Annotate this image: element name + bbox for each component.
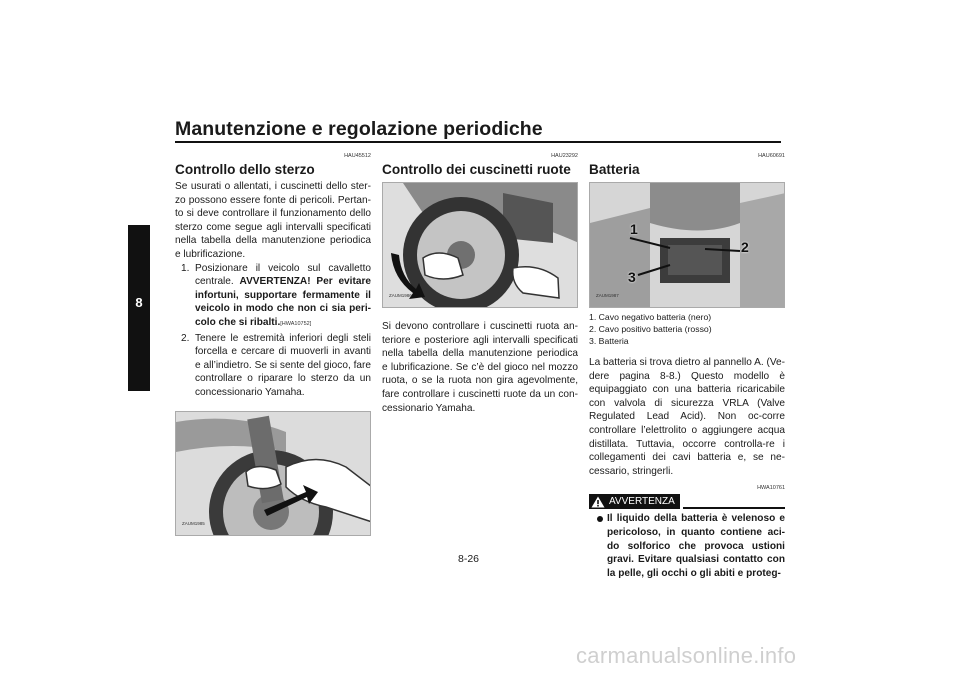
- page-number: 8-26: [458, 553, 480, 565]
- bearings-text: Si devono controllare i cuscinetti ruota an-teriore e posteriore agli intervalli specificati nella tabella della manutenzione periodica e lubrificazione. Se c’è del gioco nel mozzo ruota, o se la ruota non gira agevolmente, fare controllare i cuscinetti ruote da un con-cessionario Yamaha.: [382, 321, 578, 414]
- figure-captions: [589, 311, 785, 347]
- section-code: HAU23292: [551, 153, 578, 159]
- warning-label: AVVERTENZA: [609, 496, 675, 508]
- warning-rule: [683, 507, 785, 509]
- figure-code: ZAUM1987: [596, 293, 619, 299]
- callout-2: 2: [741, 239, 749, 255]
- section-code: HAU60691: [758, 153, 785, 159]
- step-text: Tenere le estremità inferiori degli steli forcella e cercare di muoverli in avanti e all’indietro. Se si sente del gioco, fare controllare o riparare lo sterzo da un concessionario Yamaha.: [195, 332, 371, 398]
- battery-compartment-illustration: [590, 183, 785, 308]
- figure-code: ZAUM1986: [389, 293, 412, 299]
- column-bearings: [382, 152, 578, 415]
- section-code: HAU45512: [344, 153, 371, 159]
- page-title: Manutenzione e regolazione periodiche: [175, 118, 543, 140]
- figure-code: ZAUM1985: [182, 520, 205, 526]
- wheel-illustration: [383, 183, 578, 308]
- battery-text: La batteria si trova dietro al pannello A. (Ve-dere pagina 8-8.) Questo modello è equipaggiato con una batteria ricaricabile con valvola di sicurezza VRLA (Valve Regulated Lead Acid). Non oc-corre controllare l’elettrolito o aggiungere acqua distillata. Tuttavia, occorre controlla-re i collegamenti dei cavi batteria e, se ne-cessario, stringerli.: [589, 357, 785, 477]
- header-rule: [175, 141, 781, 143]
- step-warning: AVVERTENZA! Per evitare infortuni, supportare fermamente il veicolo in modo che non ci sia peri-colo che si ribalti.: [195, 276, 371, 328]
- warning-banner: [589, 494, 785, 509]
- caption-3: 3. Batteria: [589, 336, 629, 346]
- callout-3: 3: [628, 269, 636, 285]
- column-steering: [175, 152, 371, 536]
- step-text: Posizionare il veicolo sul cavalletto centrale.: [195, 262, 371, 288]
- step-number: 2.: [181, 332, 190, 344]
- warning-triangle-icon: [591, 496, 605, 508]
- step-2: [175, 332, 371, 400]
- caption-1: 1. Cavo negativo batteria (nero): [589, 312, 712, 322]
- watermark: carmanualsonline.info: [576, 643, 797, 668]
- warning-code: HWA10761: [757, 485, 785, 492]
- step-1: [175, 262, 371, 332]
- caption-2: 2. Cavo positivo batteria (rosso): [589, 324, 712, 334]
- fork-illustration: [176, 412, 371, 536]
- steering-intro: Se usurati o allentati, i cuscinetti dello ster-zo possono essere fonte di pericoli. Pertan-to si deve controllare il funzionamento dello sterzo come segue agli intervalli specificati nella tabella della manutenzione periodica e lubrificazione.: [175, 181, 371, 260]
- bullet-icon: [597, 516, 603, 522]
- callout-1: 1: [630, 221, 638, 237]
- battery-illustration: [589, 182, 785, 308]
- steering-illustration: [175, 411, 371, 536]
- section-heading-steering: Controllo dello sterzo: [175, 162, 315, 177]
- section-tab: [128, 225, 150, 391]
- step-number: 1.: [181, 262, 190, 274]
- warning-bullet-text: Il liquido della batteria è velenoso e pericoloso, in quanto contiene aci-do solforico che provoca ustioni gravi. Evitare qualsiasi contatto con la pelle, gli occhi o gli abiti e proteg-: [607, 513, 785, 579]
- warning-ref: [HWA10752]: [280, 320, 312, 327]
- section-tab-number: 8: [135, 295, 143, 310]
- section-heading-bearings: Controllo dei cuscinetti ruote: [382, 162, 571, 177]
- column-battery: [589, 152, 785, 580]
- warning-label-box: [589, 494, 680, 509]
- section-heading-battery: Batteria: [589, 162, 640, 177]
- warning-bullet: [589, 512, 785, 580]
- wheel-bearing-illustration: [382, 182, 578, 308]
- steering-steps: [175, 262, 371, 400]
